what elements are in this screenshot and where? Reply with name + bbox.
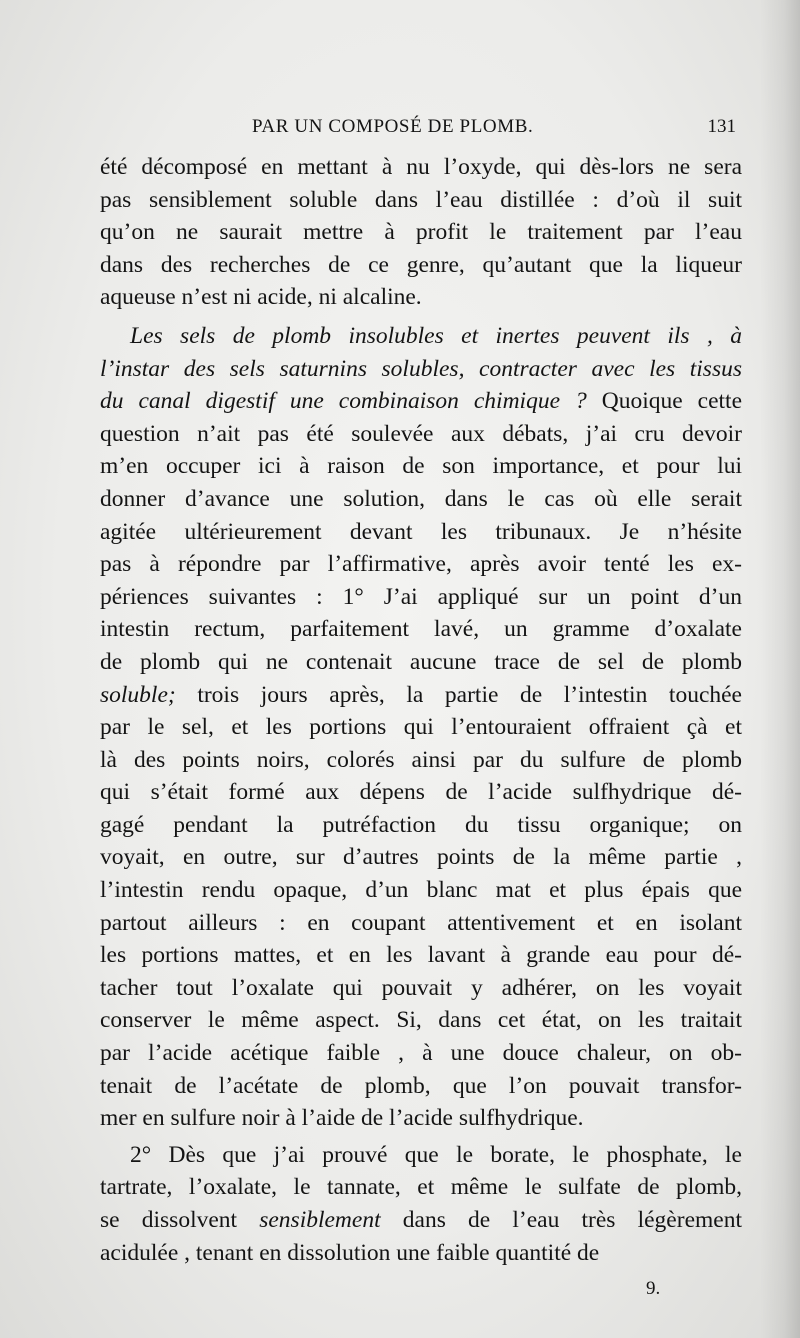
text-line (100, 450, 742, 483)
paragraph-1 (100, 151, 742, 314)
text-run: là des points noirs, colorés ainsi par du sulfure de plomb (100, 746, 742, 773)
text-run: de plomb qui ne contenait aucune trace de sel de plomb (100, 648, 742, 675)
text-line (100, 711, 742, 744)
text-line (100, 776, 742, 809)
text-line (100, 679, 742, 712)
text-run: tacher tout l’oxalate qui pouvait y adhérer, on les voyait (100, 974, 742, 1001)
italic-run: l’instar des sels saturnins solubles, contracter avec les tissus (100, 355, 742, 382)
text-run: gagé pendant la putréfaction du tissu organique; on (100, 811, 742, 838)
text-run: donner d’avance une solution, dans le cas où elle serait (100, 485, 742, 512)
page-header (100, 116, 740, 146)
text-run: les portions mattes, et en les lavant à grande eau pour dé- (100, 942, 742, 969)
text-line (100, 1102, 742, 1135)
text-run: périences suivantes : 1° J’ai appliqué sur un point d’un (100, 583, 742, 610)
text-run: l’intestin rendu opaque, d’un blanc mat et plus épais que (100, 877, 742, 904)
text-line (100, 581, 742, 614)
text-line (100, 646, 742, 679)
text-line (100, 418, 742, 451)
text-line (100, 1004, 742, 1037)
text-line (100, 320, 742, 353)
text-run: m’en occuper ici à raison de son importance, et pour lui (100, 453, 742, 480)
text-run: Quoique cette (586, 388, 742, 415)
italic-run: du canal digestif une combinaison chimique ? (100, 388, 587, 415)
text-line (100, 1139, 742, 1172)
text-run: se dissolvent (100, 1207, 260, 1233)
text-run: intestin rectum, parfaitement lavé, un gramme d’oxalate (100, 616, 742, 643)
italic-run: sensiblement (259, 1207, 381, 1233)
text-run: acidulée , tenant en dissolution une faible quantité de (100, 1239, 600, 1266)
text-line (100, 907, 742, 940)
text-line (100, 1037, 742, 1070)
text-line (100, 1070, 742, 1103)
text-run: conserver le même aspect. Si, dans cet état, on les traitait (100, 1007, 742, 1034)
body-text (100, 151, 742, 1269)
running-head: PAR UN COMPOSÉ DE PLOMB. (252, 116, 534, 137)
text-line (100, 1237, 742, 1270)
page-number: 131 (707, 116, 736, 137)
text-line (100, 353, 742, 386)
text-run: 2° Dès que j’ai prouvé que le borate, le phosphate, le (130, 1141, 742, 1168)
text-line (100, 385, 742, 418)
text-run: pas à répondre par l’affirmative, après avoir tenté les ex- (100, 551, 742, 578)
text-line (100, 548, 742, 581)
text-run: voyait, en outre, sur d’autres points de la même partie , (100, 844, 742, 871)
text-run: agitée ultérieurement devant les tribunaux. Je n’hésite (100, 518, 742, 545)
text-line (100, 516, 742, 549)
text-line: qu’on ne saurait mettre à profit le traitement par l’eau (100, 219, 742, 246)
text-line (100, 613, 742, 646)
text-run: par le sel, et les portions qui l’entouraient offraient çà et (100, 714, 742, 741)
text-run: par l’acide acétique faible , à une douce chaleur, on ob- (100, 1040, 742, 1067)
text-line (100, 874, 742, 907)
text-line: été décomposé en mettant à nu l’oxyde, qui dès-lors ne sera (100, 154, 742, 180)
text-run: trois jours après, la partie de l’intestin touchée (175, 681, 742, 708)
text-line (100, 1171, 742, 1204)
text-line (100, 1204, 742, 1237)
text-line: aqueuse n’est ni acide, ni alcaline. (100, 284, 422, 311)
signature-mark: 9. (646, 1278, 661, 1299)
page-edge-shadow (760, 0, 800, 1338)
text-run: tartrate, l’oxalate, le tannate, et même le sulfate de plomb, (100, 1174, 742, 1201)
paragraph-3 (100, 1139, 742, 1269)
text-line (100, 483, 742, 516)
text-line: pas sensiblement soluble dans l’eau distillée : d’où il suit (100, 186, 742, 213)
paragraph-2 (100, 320, 742, 1135)
text-run: qui s’était formé aux dépens de l’acide sulfhydrique dé- (100, 779, 742, 806)
text-run: mer en sulfure noir à l’aide de l’acide sulfhydrique. (100, 1105, 584, 1132)
text-run: question n’ait pas été soulevée aux débats, j’ai cru devoir (100, 420, 742, 447)
text-line (100, 939, 742, 972)
italic-run: Les sels de plomb insolubles et inertes peuvent ils , à (130, 322, 742, 349)
text-line (100, 841, 742, 874)
italic-run: soluble; (100, 681, 176, 708)
text-run: tenait de l’acétate de plomb, que l’on pouvait transfor- (100, 1072, 742, 1099)
text-run: dans de l’eau très légèrement (380, 1207, 742, 1233)
text-line (100, 972, 742, 1005)
text-line: dans des recherches de ce genre, qu’autant que la liqueur (100, 251, 742, 278)
text-run: partout ailleurs : en coupant attentivement et en isolant (100, 909, 742, 936)
text-line (100, 809, 742, 842)
text-line (100, 744, 742, 777)
